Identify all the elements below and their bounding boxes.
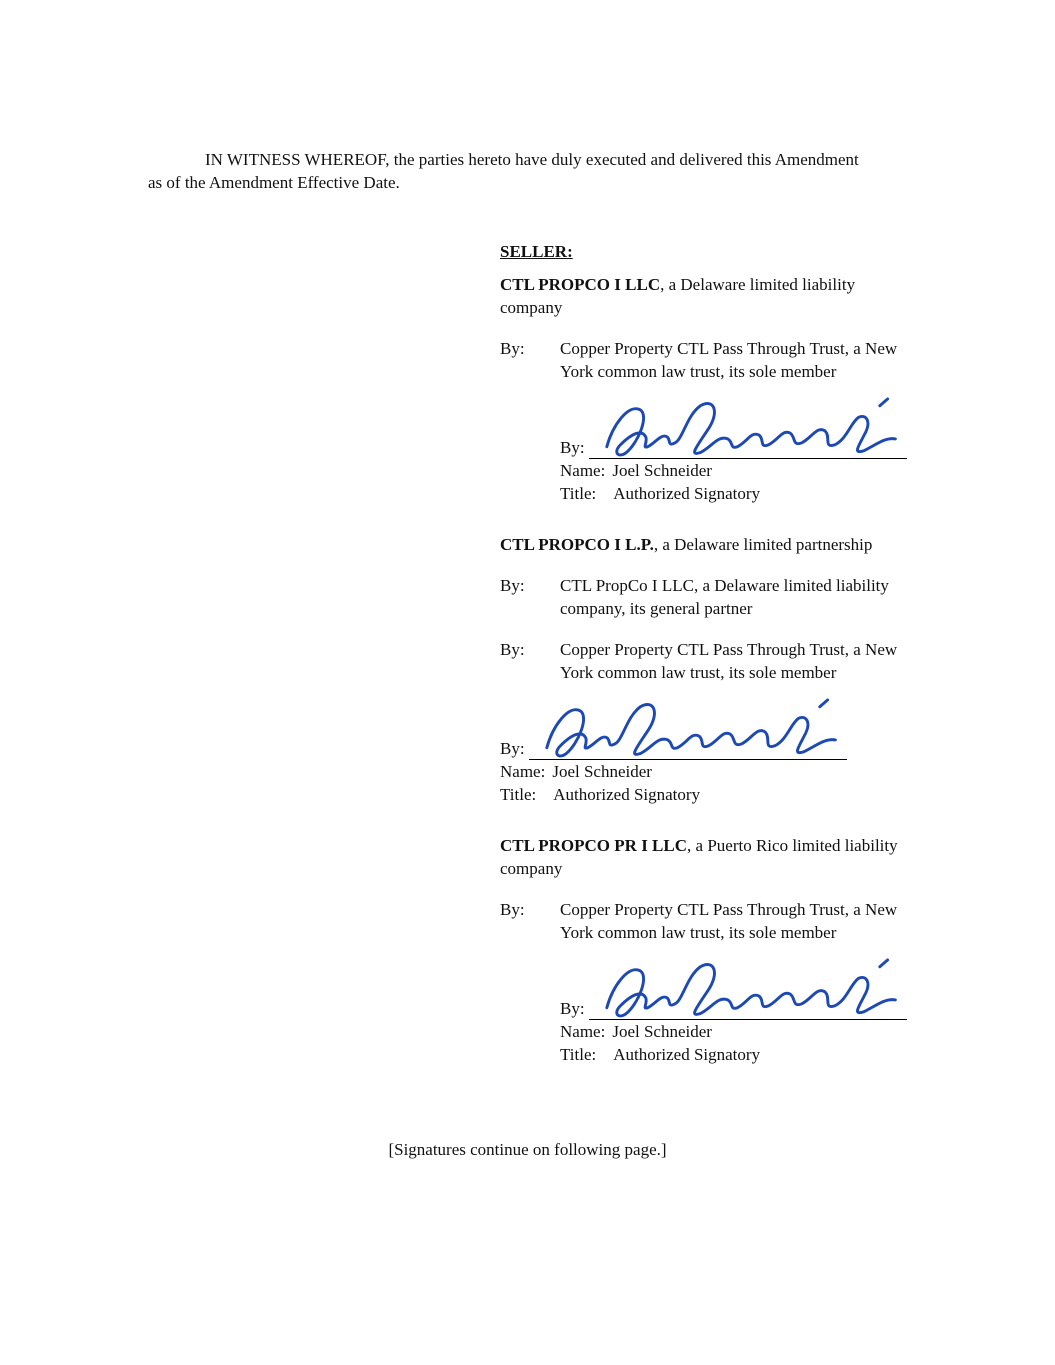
- entity-heading-ctl-propco-pr-i-llc: [500, 834, 920, 880]
- by-label: By:: [560, 438, 585, 457]
- signature-block-3: [560, 962, 920, 1066]
- title-value: Authorized Signatory: [553, 785, 701, 804]
- witness-paragraph: IN WITNESS WHEREOF, the parties hereto have duly executed and delivered this Amendment as of the Amendment Effective Date.: [148, 150, 859, 192]
- by-label: By:: [500, 640, 525, 659]
- signature-line-row: [560, 962, 920, 1020]
- entity-name: CTL PROPCO PR I LLC: [500, 836, 688, 855]
- signature-line-row: [560, 401, 920, 459]
- by-text: Copper Property CTL Pass Through Trust, a New York common law trust, its sole member: [560, 339, 898, 381]
- by-paragraph: [500, 638, 920, 684]
- signature-line: [589, 997, 907, 1020]
- title-value: Authorized Signatory: [613, 1045, 761, 1064]
- signature-line: [529, 737, 847, 760]
- entity-name: CTL PROPCO I L.P.: [500, 535, 654, 554]
- signature-line-row: [500, 702, 920, 760]
- name-row: [500, 760, 920, 783]
- name-row: [560, 459, 920, 482]
- signature-line: [589, 436, 907, 459]
- name-value: Joel Schneider: [612, 461, 712, 480]
- name-label: Name:: [500, 762, 546, 781]
- by-text: CTL PropCo I LLC, a Delaware limited liability company, its general partner: [560, 576, 889, 618]
- title-row: [500, 783, 920, 806]
- signatures-continue-note: [Signatures continue on following page.]: [388, 1140, 667, 1159]
- entity-suffix: , a Delaware limited liability company: [500, 275, 856, 317]
- name-value: Joel Schneider: [552, 762, 652, 781]
- title-row: [560, 1043, 920, 1066]
- title-label: Title:: [560, 1045, 597, 1064]
- by-label: By:: [500, 739, 525, 758]
- entity-suffix: , a Puerto Rico limited liability company: [500, 836, 898, 878]
- by-label: By:: [500, 900, 525, 919]
- by-label: By:: [500, 339, 525, 358]
- entity-heading-ctl-propco-i-lp: [500, 533, 920, 556]
- by-text: Copper Property CTL Pass Through Trust, a New York common law trust, its sole member: [560, 900, 898, 942]
- entity-suffix: , a Delaware limited partnership: [653, 535, 873, 554]
- by-label: By:: [560, 999, 585, 1018]
- name-value: Joel Schneider: [612, 1022, 712, 1041]
- by-paragraph: [500, 898, 920, 944]
- name-row: [560, 1020, 920, 1043]
- entity-heading-ctl-propco-i-llc: [500, 273, 920, 319]
- by-paragraph: [500, 574, 920, 620]
- by-paragraph: [500, 337, 920, 383]
- by-text: Copper Property CTL Pass Through Trust, a New York common law trust, its sole member: [560, 640, 898, 682]
- signature-column: [500, 240, 920, 1066]
- by-label: By:: [500, 576, 525, 595]
- title-label: Title:: [560, 484, 597, 503]
- seller-heading: SELLER:: [500, 242, 573, 261]
- title-row: [560, 482, 920, 505]
- signature-block-1: [560, 401, 920, 505]
- name-label: Name:: [560, 461, 606, 480]
- name-label: Name:: [560, 1022, 606, 1041]
- signature-block-2: [500, 702, 920, 806]
- title-value: Authorized Signatory: [613, 484, 761, 503]
- entity-name: CTL PROPCO I LLC: [500, 275, 661, 294]
- title-label: Title:: [500, 785, 537, 804]
